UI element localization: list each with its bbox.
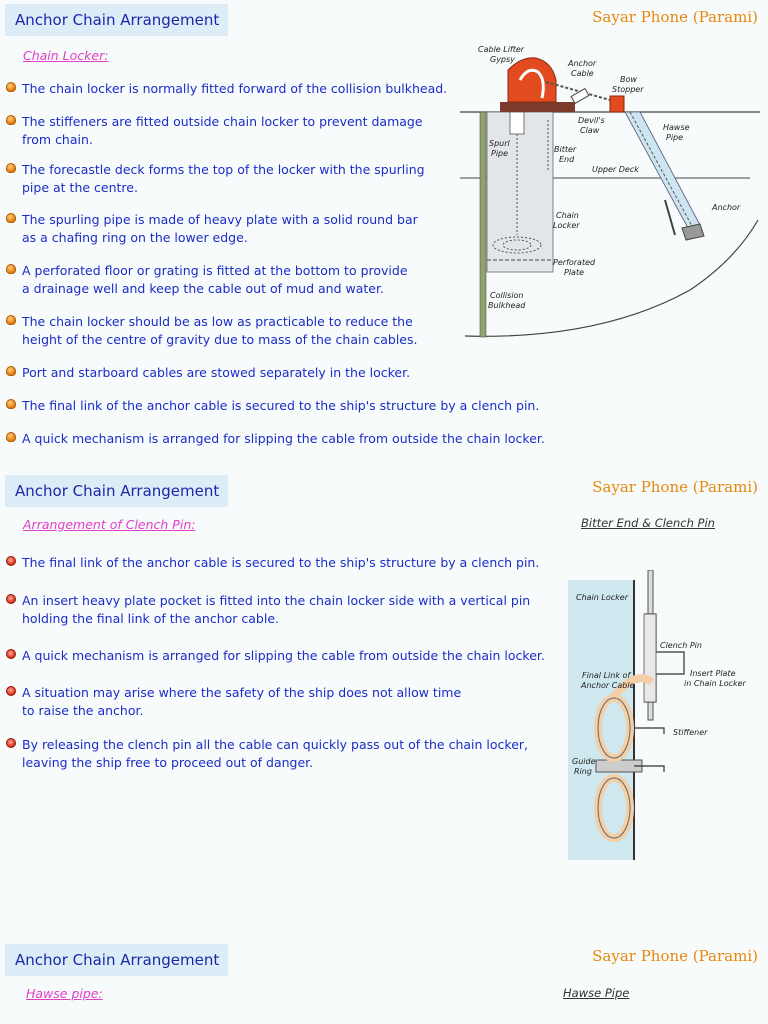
label-anchor: Anchor xyxy=(712,203,741,212)
list-item: By releasing the clench pin all the cable can quickly pass out of the chain locker, leaving the ship free to proceed out of danger. xyxy=(6,736,566,772)
list-item: A quick mechanism is arranged for slipping the cable from outside the chain locker. xyxy=(6,647,566,665)
label-upper-deck: Upper Deck xyxy=(592,165,639,174)
label-anchor-cable: Anchor xyxy=(568,59,597,68)
chain-locker-diagram xyxy=(460,40,760,340)
svg-text:Claw: Claw xyxy=(580,126,600,135)
svg-text:Plate: Plate xyxy=(564,268,585,277)
list-item: The chain locker should be as low as practicable to reduce the height of the centre of gravity due to mass of the chain cables. xyxy=(6,313,566,349)
svg-text:Locker: Locker xyxy=(553,221,580,230)
bullet-icon xyxy=(6,315,16,325)
svg-text:in Chain Locker: in Chain Locker xyxy=(684,679,746,688)
label-cable-lifter: Cable Lifter xyxy=(478,45,525,54)
label-hawse-pipe: Hawse xyxy=(663,123,690,132)
svg-text:Pipe: Pipe xyxy=(666,133,684,142)
brand-label: Sayar Phone (Parami) xyxy=(592,478,758,496)
label-chain-locker: Chain Locker xyxy=(576,593,628,602)
bullet-icon xyxy=(6,738,16,748)
list-item: The spurling pipe is made of heavy plate with a solid round bar as a chafing ring on the lower edge. xyxy=(6,211,566,247)
svg-text:End: End xyxy=(559,155,575,164)
bullet-icon xyxy=(6,399,16,409)
label-devils-claw: Devil's xyxy=(578,116,605,125)
svg-text:Pipe: Pipe xyxy=(491,149,509,158)
svg-text:Bulkhead: Bulkhead xyxy=(488,301,526,310)
slide-title: Anchor Chain Arrangement xyxy=(5,4,228,36)
bullet-icon xyxy=(6,163,16,173)
svg-text:Cable: Cable xyxy=(571,69,594,78)
list-item: The final link of the anchor cable is secured to the ship's structure by a clench pin. xyxy=(6,554,566,572)
slide-title: Anchor Chain Arrangement xyxy=(5,944,228,976)
bullet-icon xyxy=(6,82,16,92)
bullet-icon xyxy=(6,594,16,604)
slide-title: Anchor Chain Arrangement xyxy=(5,475,228,507)
section-subheading: Chain Locker: xyxy=(23,48,109,63)
bullet-icon xyxy=(6,686,16,696)
svg-text:Stopper: Stopper xyxy=(612,85,644,94)
list-item: A quick mechanism is arranged for slipping the cable from outside the chain locker. xyxy=(6,430,566,448)
list-item: The stiffeners are fitted outside chain locker to prevent damage from chain. xyxy=(6,113,566,149)
label-perforated-plate: Perforated xyxy=(553,258,596,267)
bullet-icon xyxy=(6,115,16,125)
label-spurl-pipe: Spurl xyxy=(489,139,510,148)
label-gypsy: Gypsy xyxy=(490,55,515,64)
label-guide-ring: Guide xyxy=(572,757,596,766)
list-item: A situation may arise where the safety of the ship does not allow time to raise the anchor. xyxy=(6,684,566,720)
label-final-link: Final Link of xyxy=(582,671,631,680)
label-stiffener: Stiffener xyxy=(673,728,708,737)
list-item: The chain locker is normally fitted forward of the collision bulkhead. xyxy=(6,80,566,98)
list-item: Port and starboard cables are stowed separately in the locker. xyxy=(6,364,566,382)
slide-hawse-pipe xyxy=(0,940,768,1024)
list-item: The final link of the anchor cable is secured to the ship's structure by a clench pin. xyxy=(6,397,566,415)
clench-pin-diagram xyxy=(566,570,756,860)
list-item: An insert heavy plate pocket is fitted into the chain locker side with a vertical pin holding the final link of the anchor cable. xyxy=(6,592,566,628)
label-clench-pin: Clench Pin xyxy=(660,641,702,650)
label-insert-plate: Insert Plate xyxy=(690,669,736,678)
brand-label: Sayar Phone (Parami) xyxy=(592,8,758,26)
slide-chain-locker xyxy=(0,0,768,470)
list-item: The forecastle deck forms the top of the locker with the spurling pipe at the centre. xyxy=(6,161,566,197)
bullet-icon xyxy=(6,213,16,223)
label-bow-stopper: Bow xyxy=(620,75,637,84)
list-item: A perforated floor or grating is fitted at the bottom to provide a drainage well and keep the cable out of mud and water. xyxy=(6,262,566,298)
svg-text:Anchor Cable: Anchor Cable xyxy=(581,681,635,690)
diagram-caption: Bitter End & Clench Pin xyxy=(581,516,715,530)
svg-text:Ring: Ring xyxy=(574,767,592,776)
bullet-icon xyxy=(6,366,16,376)
label-bitter-end: Bitter xyxy=(554,145,577,154)
brand-label: Sayar Phone (Parami) xyxy=(592,947,758,965)
bullet-icon xyxy=(6,556,16,566)
section-subheading: Arrangement of Clench Pin: xyxy=(23,517,196,532)
slide-clench-pin xyxy=(0,470,768,940)
diagram-caption: Hawse Pipe xyxy=(563,986,630,1000)
label-chain-locker: Chain xyxy=(556,211,579,220)
bullet-icon xyxy=(6,649,16,659)
bullet-icon xyxy=(6,432,16,442)
bullet-icon xyxy=(6,264,16,274)
section-subheading: Hawse pipe: xyxy=(26,986,103,1001)
label-collision-bulkhead: Collision xyxy=(490,291,524,300)
